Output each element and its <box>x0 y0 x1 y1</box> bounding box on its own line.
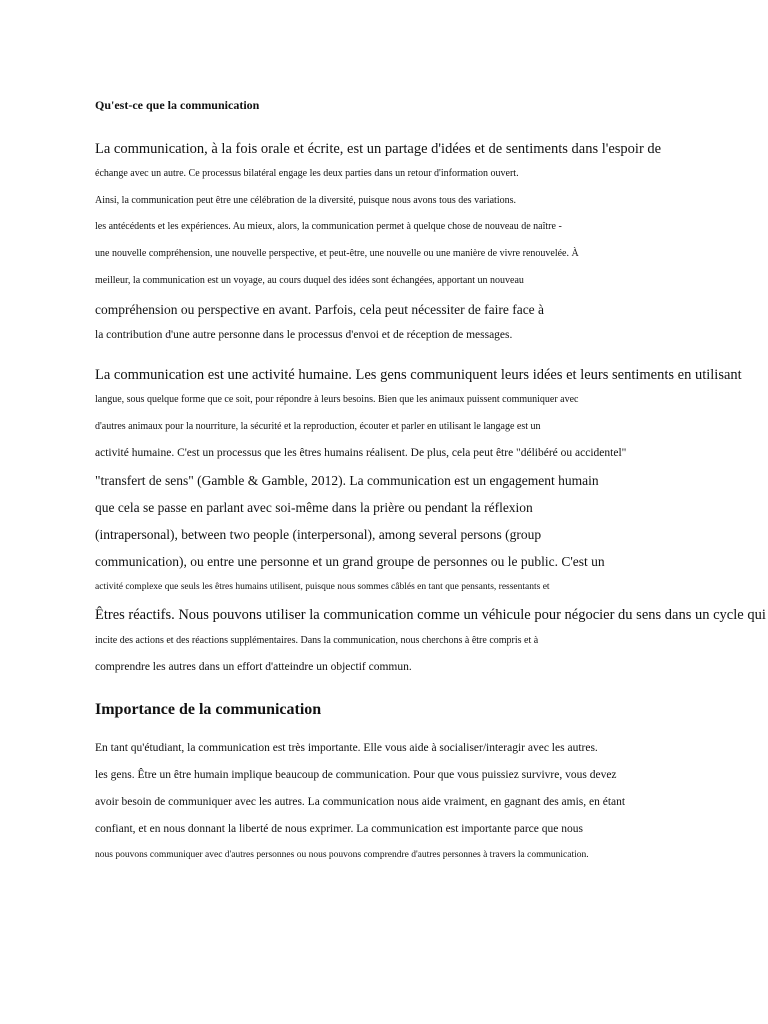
paragraph-line: activité complexe que seuls les êtres humains utilisent, puisque nous sommes câblés en tant que pensants, ressentants et <box>95 582 550 592</box>
paragraph-line: compréhension ou perspective en avant. Parfois, cela peut nécessiter de faire face à <box>95 302 545 317</box>
paragraph-line: meilleur, la communication est un voyage, au cours duquel des idées sont échangées, apportant un nouveau <box>95 275 524 286</box>
paragraph-line: (intrapersonal), between two people (interpersonal), among several persons (group <box>95 527 542 542</box>
page-title: Qu'est-ce que la communication <box>95 98 260 112</box>
paragraph-line: la contribution d'une autre personne dans le processus d'envoi et de réception de messages. <box>95 329 513 341</box>
section-heading: Importance de la communication <box>95 701 322 718</box>
paragraph-line: que cela se passe en parlant avec soi-même dans la prière ou pendant la réflexion <box>95 500 533 515</box>
paragraph-line: comprendre les autres dans un effort d'atteindre un objectif commun. <box>95 661 412 673</box>
paragraph-line: langue, sous quelque forme que ce soit, pour répondre à leurs besoins. Bien que les animaux puissent communiquer avec <box>95 394 579 405</box>
paragraph-line: "transfert de sens" (Gamble & Gamble, 2012). La communication est un engagement humain <box>95 473 599 488</box>
paragraph-line: activité humaine. C'est un processus que les êtres humains réalisent. De plus, cela peut être "délibéré ou accidentel" <box>95 447 627 459</box>
paragraph-line: échange avec un autre. Ce processus bilatéral engage les deux parties dans un retour d'information ouvert. <box>95 168 519 179</box>
paragraph-line: une nouvelle compréhension, une nouvelle perspective, et peut-être, une nouvelle ou une manière de vivre renouvelée. À <box>95 248 579 259</box>
paragraph-line: communication), ou entre une personne et un grand groupe de personnes ou le public. C'est un <box>95 554 605 569</box>
paragraph-line: Êtres réactifs. Nous pouvons utiliser la communication comme un véhicule pour négocier du sens dans un cycle qui <box>95 607 766 623</box>
paragraph-line: La communication, à la fois orale et écrite, est un partage d'idées et de sentiments dans l'espoir de <box>95 141 662 157</box>
paragraph-line: Ainsi, la communication peut être une célébration de la diversité, puisque nous avons tous des variations. <box>95 195 517 206</box>
paragraph-line: avoir besoin de communiquer avec les autres. La communication nous aide vraiment, en gagnant des amis, en étant <box>95 796 626 808</box>
paragraph-line: incite des actions et des réactions supplémentaires. Dans la communication, nous cherchons à être compris et à <box>95 635 539 646</box>
paragraph-line: En tant qu'étudiant, la communication est très importante. Elle vous aide à socialiser/interagir avec les autres. <box>95 742 598 754</box>
paragraph-line: nous pouvons communiquer avec d'autres personnes ou nous pouvons comprendre d'autres personnes à travers la communication. <box>95 850 589 860</box>
paragraph-line: les antécédents et les expériences. Au mieux, alors, la communication permet à quelque chose de nouveau de naître - <box>95 221 562 232</box>
paragraph-line: d'autres animaux pour la nourriture, la sécurité et la reproduction, écouter et parler en utilisant le langage est un <box>95 421 541 432</box>
paragraph-line: les gens. Être un être humain implique beaucoup de communication. Pour que vous puissiez survivre, vous devez <box>95 769 617 781</box>
paragraph-line: confiant, et en nous donnant la liberté de nous exprimer. La communication est importante parce que nous <box>95 823 583 835</box>
paragraph-line: La communication est une activité humaine. Les gens communiquent leurs idées et leurs sentiments en utilisant <box>95 367 742 383</box>
